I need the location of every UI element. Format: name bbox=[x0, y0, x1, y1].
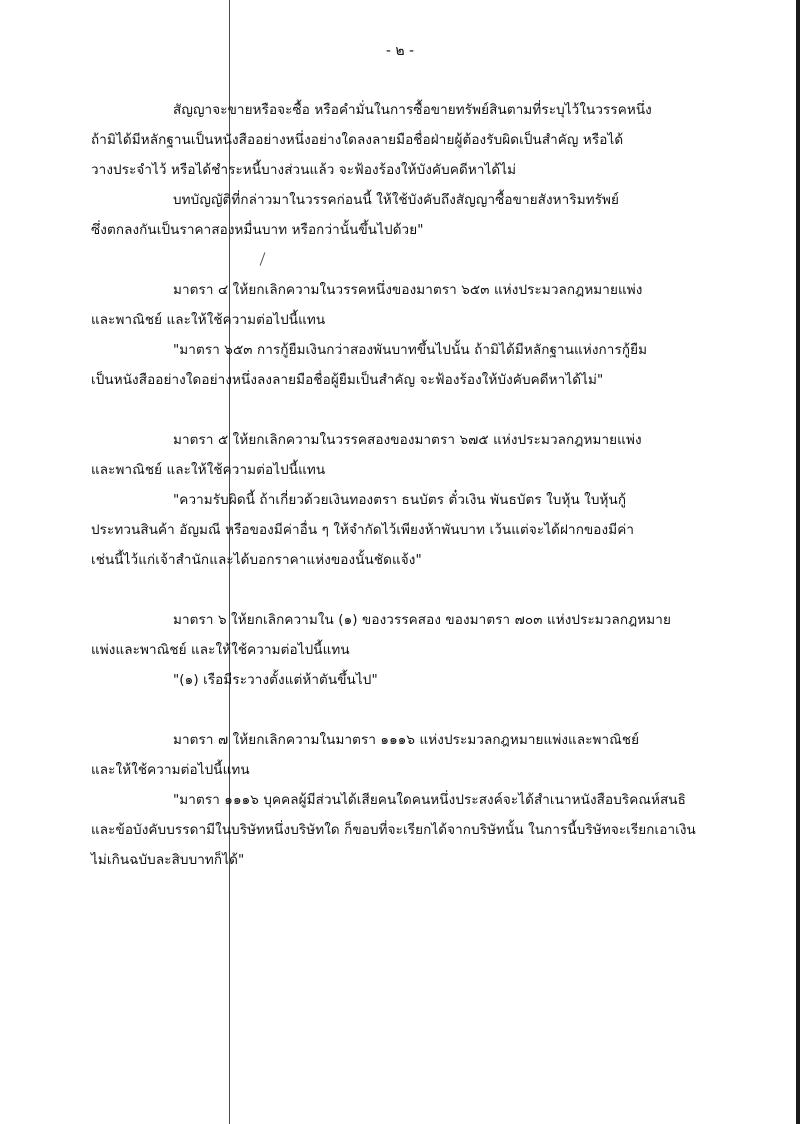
section-heading: มาตรา ๖ ให้ยกเลิกความใน (๑) ของวรรคสอง ของมาตรา ๗๐๓ แห่งประมวลกฎหมาย bbox=[173, 612, 671, 628]
text-line: เป็นหนังสืออย่างใดอย่างหนึ่งลงลายมือชื่อผู้ยืมเป็นสำคัญ จะฟ้องร้องให้บังคับคดีหาได้ไม่" bbox=[91, 372, 604, 388]
text-line: และพาณิชย์ และให้ใช้ความต่อไปนี้แทน bbox=[91, 462, 326, 478]
text-line: แพ่งและพาณิชย์ และให้ใช้ความต่อไปนี้แทน bbox=[91, 642, 350, 658]
text-line: และพาณิชย์ และให้ใช้ความต่อไปนี้แทน bbox=[91, 312, 326, 328]
text-line: "ความรับผิดนี้ ถ้าเกี่ยวด้วยเงินทองตรา ธนบัตร ตั๋วเงิน พันธบัตร ใบหุ้น ใบหุ้นกู้ bbox=[173, 492, 627, 508]
text-line: ไม่เกินฉบับละสิบบาทก็ได้" bbox=[91, 852, 245, 868]
text-line: ถ้ามิได้มีหลักฐานเป็นหนังสืออย่างหนึ่งอย่างใดลงลายมือชื่อฝ่ายผู้ต้องรับผิดเป็นสำคัญ หรือได้ bbox=[91, 132, 624, 148]
section-heading: มาตรา ๗ ให้ยกเลิกความในมาตรา ๑๑๑๖ แห่งประมวลกฎหมายแพ่งและพาณิชย์ bbox=[173, 732, 640, 748]
section-heading: มาตรา ๕ ให้ยกเลิกความในวรรคสองของมาตรา ๖๗๕ แห่งประมวลกฎหมายแพ่ง bbox=[173, 432, 642, 448]
text-line: "มาตรา ๖๕๓ การกู้ยืมเงินกว่าสองพันบาทขึ้นไปนั้น ถ้ามิได้มีหลักฐานแห่งการกู้ยืม bbox=[173, 342, 648, 358]
text-line: และข้อบังคับบรรดามีในบริษัทหนึ่งบริษัทใด ก็ขอบที่จะเรียกได้จากบริษัทนั้น ในการนี้บริษัทจะเรียกเอาเงิน bbox=[91, 822, 696, 838]
scan-edge-shadow bbox=[796, 0, 800, 1124]
section-heading: มาตรา ๔ ให้ยกเลิกความในวรรคหนึ่งของมาตรา ๖๕๓ แห่งประมวลกฎหมายแพ่ง bbox=[173, 282, 643, 298]
text-line: สัญญาจะขายหรือจะซื้อ หรือคำมั่นในการซื้อขายทรัพย์สินตามที่ระบุไว้ในวรรคหนึ่ง bbox=[173, 102, 652, 118]
text-line: "มาตรา ๑๑๑๖ บุคคลผู้มีส่วนได้เสียคนใดคนหนึ่งประสงค์จะได้สำเนาหนังสือบริคณห์สนธิ bbox=[173, 792, 686, 808]
text-line: ซึ่งตกลงกันเป็นราคาสองหมื่นบาท หรือกว่านั้นขึ้นไปด้วย" bbox=[91, 222, 424, 238]
page-number: - ๒ - bbox=[385, 43, 415, 59]
text-line: และให้ใช้ความต่อไปนี้แทน bbox=[91, 762, 250, 778]
pen-mark bbox=[260, 252, 266, 265]
text-line: วางประจำไว้ หรือได้ชำระหนี้บางส่วนแล้ว จะฟ้องร้องให้บังคับคดีหาได้ไม่ bbox=[91, 162, 517, 178]
text-line: "(๑) เรือมีระวางตั้งแต่ห้าตันขึ้นไป" bbox=[173, 672, 378, 688]
text-line: ประทวนสินค้า อัญมณี หรือของมีค่าอื่น ๆ ให้จำกัดไว้เพียงห้าพันบาท เว้นแต่จะได้ฝากของมีค่า bbox=[91, 522, 635, 538]
text-line: เช่นนี้ไว้แก่เจ้าสำนักและได้บอกราคาแห่งของนั้นชัดแจ้ง" bbox=[91, 552, 422, 568]
text-line: บทบัญญัติที่กล่าวมาในวรรคก่อนนี้ ให้ใช้บังคับถึงสัญญาซื้อขายสังหาริมทรัพย์ bbox=[173, 192, 620, 208]
